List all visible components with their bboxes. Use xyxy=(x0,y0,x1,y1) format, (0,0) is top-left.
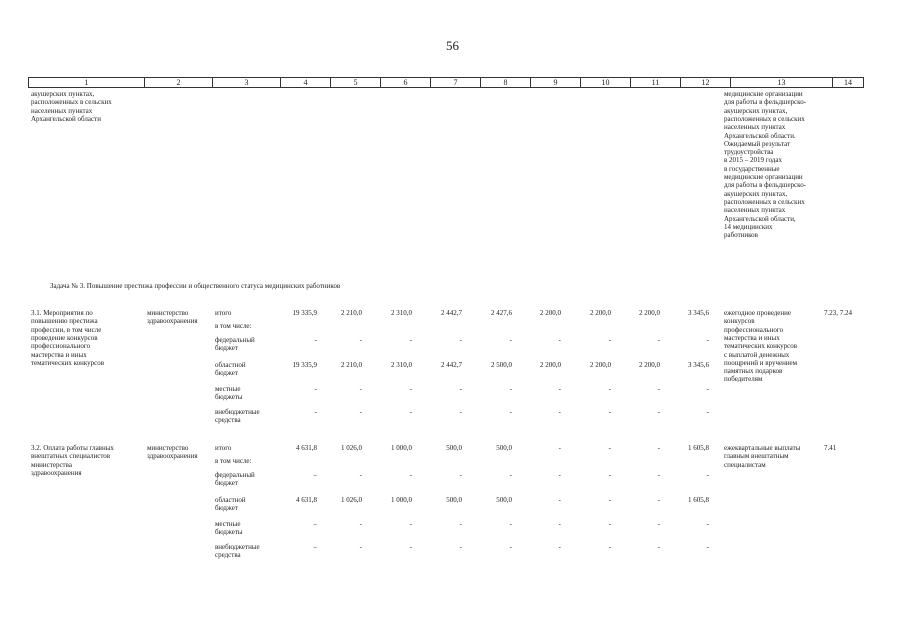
funding-value: - xyxy=(359,336,362,344)
continued-result-line: Архангельской области. xyxy=(724,131,796,140)
funding-value: - xyxy=(558,444,561,452)
funding-value: - xyxy=(706,336,709,344)
funding-value: - xyxy=(314,408,317,416)
funding-value: - xyxy=(706,471,709,479)
column-number: 10 xyxy=(581,78,631,88)
funding-value: - xyxy=(558,496,561,504)
funding-value: 2 442,7 xyxy=(441,309,462,317)
funding-value: - xyxy=(409,408,412,416)
funding-value: - xyxy=(608,520,611,528)
expected-result-line: главным внештатным xyxy=(724,452,789,461)
expected-result-line: тематических конкурсов xyxy=(724,342,798,351)
column-number: 9 xyxy=(531,78,581,88)
continued-result-line: медицинские организации xyxy=(724,173,803,181)
funding-value: - xyxy=(314,385,317,393)
continued-result-line: расположенных в сельских xyxy=(724,114,805,123)
column-number: 6 xyxy=(381,78,431,88)
activity-name-line: тематических конкурсов xyxy=(31,358,105,367)
funding-value: 1 605,8 xyxy=(688,496,709,504)
expected-result-line: мастерства и иных xyxy=(724,333,780,342)
executor-line: здравоохранения xyxy=(147,317,198,326)
funding-source-label: внебюджетные xyxy=(215,408,260,416)
continued-result-line: медицинские организации xyxy=(724,90,803,98)
continued-result-line: Ожидаемый результат xyxy=(724,139,791,148)
funding-source-label: внебюджетные xyxy=(215,543,260,551)
funding-source-label: бюджет xyxy=(215,504,238,513)
expected-result-line: конкурсов xyxy=(724,317,755,326)
funding-value: - xyxy=(657,543,660,551)
continued-result-line: работников xyxy=(724,231,758,240)
funding-source-label: местные xyxy=(215,520,241,528)
funding-value: - xyxy=(657,444,660,452)
funding-value: 3 345,6 xyxy=(688,361,709,369)
funding-value: 19 335,9 xyxy=(292,309,317,317)
funding-value: - xyxy=(359,408,362,416)
column-header-row xyxy=(28,77,864,88)
funding-value: - xyxy=(657,496,660,504)
funding-source-label: бюджет xyxy=(215,344,238,353)
expected-result-line: ежеквартальные выплаты xyxy=(724,444,801,452)
activity-name-line: профессионального xyxy=(31,342,91,351)
funding-value: 2 442,7 xyxy=(441,361,462,369)
funding-value: - xyxy=(359,385,362,393)
funding-source-label: бюджеты xyxy=(215,393,243,402)
funding-source-label: в том числе: xyxy=(215,457,252,465)
continued-result-line: в государственные xyxy=(724,164,780,173)
funding-value: - xyxy=(706,385,709,393)
funding-value: - xyxy=(509,336,512,344)
column-number: 13 xyxy=(731,78,833,88)
funding-value: - xyxy=(706,408,709,416)
funding-value: - xyxy=(409,385,412,393)
funding-value: 1 000,0 xyxy=(391,496,412,504)
funding-source-label: итого xyxy=(215,309,232,317)
funding-value: 2 310,0 xyxy=(391,309,412,317)
funding-source-label: бюджет xyxy=(215,479,238,488)
funding-value: – xyxy=(313,520,317,528)
funding-source-label: бюджеты xyxy=(215,528,243,537)
funding-value: – xyxy=(313,471,317,479)
funding-source-label: областной xyxy=(215,361,246,369)
activity-name-line: профессии, в том числе xyxy=(31,325,102,334)
funding-value: 500,0 xyxy=(446,444,462,452)
funding-source-label: федеральный xyxy=(215,336,255,344)
funding-value: - xyxy=(409,520,412,528)
funding-source-label: областной xyxy=(215,496,246,504)
executor-line: здравоохранения xyxy=(147,452,198,461)
funding-value: - xyxy=(409,471,412,479)
funding-value: - xyxy=(657,408,660,416)
activity-name-line: внештатных специалистов xyxy=(31,452,111,461)
funding-value: - xyxy=(314,336,317,344)
funding-value: - xyxy=(459,336,462,344)
indicator-numbers: 7.41 xyxy=(824,444,837,452)
funding-value: 2 200,0 xyxy=(639,361,660,369)
executor-line: министерство xyxy=(147,309,189,317)
continued-result-line: трудоустройства xyxy=(724,148,774,157)
activity-name-line: мастерства и иных xyxy=(31,350,87,359)
funding-value: - xyxy=(558,471,561,479)
funding-value: - xyxy=(509,385,512,393)
continued-result-line: расположенных в сельских xyxy=(724,197,805,206)
activity-name-line: 3.1. Мероприятия по xyxy=(31,309,93,317)
column-number: 12 xyxy=(681,78,731,88)
indicator-numbers: 7.23, 7.24 xyxy=(824,309,852,317)
page-number: 56 xyxy=(446,38,459,53)
expected-result-line: памятных подарков xyxy=(724,367,783,376)
funding-value: - xyxy=(459,543,462,551)
funding-value: 500,0 xyxy=(446,496,462,504)
funding-value: - xyxy=(558,408,561,416)
funding-value: - xyxy=(657,471,660,479)
funding-value: - xyxy=(509,408,512,416)
expected-result-line: победителям xyxy=(724,375,763,384)
continued-result-line: Архангельской области, xyxy=(724,214,796,223)
funding-value: - xyxy=(509,471,512,479)
continued-result-line: для работы в фельдшерско- xyxy=(724,181,807,190)
funding-value: 1 026,0 xyxy=(341,496,362,504)
funding-value: - xyxy=(359,520,362,528)
column-number: 11 xyxy=(631,78,681,88)
activity-name-line: проведение конкурсов xyxy=(31,333,98,342)
funding-value: 1 000,0 xyxy=(391,444,412,452)
funding-value: - xyxy=(509,520,512,528)
funding-value: - xyxy=(459,385,462,393)
funding-value: - xyxy=(657,520,660,528)
funding-value: - xyxy=(459,471,462,479)
funding-value: - xyxy=(608,444,611,452)
activity-name-line: повышению престижа xyxy=(31,317,98,326)
funding-source-label: бюджет xyxy=(215,369,238,378)
column-number: 3 xyxy=(213,78,281,88)
funding-value: - xyxy=(509,543,512,551)
funding-source-label: в том числе: xyxy=(215,322,252,330)
funding-value: - xyxy=(608,543,611,551)
funding-value: 19 335,9 xyxy=(292,361,317,369)
column-number: 8 xyxy=(481,78,531,88)
funding-value: - xyxy=(608,471,611,479)
funding-value: 2 310,0 xyxy=(391,361,412,369)
funding-value: 1 026,0 xyxy=(341,444,362,452)
continued-result-line: в 2015 – 2019 годах xyxy=(724,156,782,165)
continued-activity-name-line: Архангельской области xyxy=(31,114,101,123)
activity-name-line: здравоохранения xyxy=(31,468,82,477)
column-number: 2 xyxy=(145,78,213,88)
funding-value: 500,0 xyxy=(496,496,512,504)
column-number: 1 xyxy=(29,78,145,88)
funding-value: - xyxy=(608,336,611,344)
funding-value: 2 200,0 xyxy=(540,309,561,317)
funding-value: 500,0 xyxy=(496,444,512,452)
funding-source-label: средства xyxy=(215,416,241,425)
executor-line: министерство xyxy=(147,444,189,452)
funding-value: - xyxy=(409,543,412,551)
funding-value: 4 631,8 xyxy=(296,496,317,504)
funding-value: – xyxy=(313,543,317,551)
funding-source-label: средства xyxy=(215,551,241,560)
funding-value: - xyxy=(558,385,561,393)
funding-source-label: итого xyxy=(215,444,232,452)
continued-result-line: акушерских пунктах, xyxy=(724,106,788,115)
column-number: 5 xyxy=(331,78,381,88)
funding-value: - xyxy=(657,336,660,344)
funding-value: 2 427,6 xyxy=(491,309,512,317)
continued-result-line: населенных пунктах xyxy=(724,206,786,215)
funding-value: - xyxy=(558,520,561,528)
funding-value: - xyxy=(459,520,462,528)
continued-result-line: населенных пунктах xyxy=(724,123,786,132)
continued-result-line: акушерских пунктах, xyxy=(724,189,788,198)
column-number: 4 xyxy=(281,78,331,88)
funding-value: - xyxy=(706,543,709,551)
activity-name-line: 3.2. Оплата работы главных xyxy=(31,444,114,452)
funding-source-label: местные xyxy=(215,385,241,393)
funding-value: 2 200,0 xyxy=(590,361,611,369)
funding-value: 2 210,0 xyxy=(341,309,362,317)
funding-value: - xyxy=(706,520,709,528)
task-heading: Задача № 3. Повышение престижа профессии и общественного статуса медицинских работников xyxy=(50,282,341,290)
funding-value: 2 200,0 xyxy=(590,309,611,317)
expected-result-line: с выплатой денежных xyxy=(724,350,790,359)
expected-result-line: ежегодное проведение xyxy=(724,309,791,317)
activity-name-line: министерства xyxy=(31,460,72,469)
funding-value: - xyxy=(608,408,611,416)
continued-activity-name-line: расположенных в сельских xyxy=(31,98,112,107)
expected-result-line: поощрений и вручением xyxy=(724,358,798,367)
continued-activity-name-line: акушерских пунктах, xyxy=(31,90,95,98)
expected-result-line: специалистам xyxy=(724,460,766,469)
funding-value: - xyxy=(608,385,611,393)
funding-value: 2 500,0 xyxy=(491,361,512,369)
funding-value: - xyxy=(409,336,412,344)
funding-value: 2 200,0 xyxy=(639,309,660,317)
funding-value: 2 200,0 xyxy=(540,361,561,369)
column-number: 7 xyxy=(431,78,481,88)
continued-result-line: для работы в фельдшерско- xyxy=(724,98,807,107)
column-number: 14 xyxy=(833,78,864,88)
funding-value: 1 605,8 xyxy=(688,444,709,452)
funding-value: - xyxy=(608,496,611,504)
funding-source-label: федеральный xyxy=(215,471,255,479)
funding-value: 2 210,0 xyxy=(341,361,362,369)
funding-value: 3 345,6 xyxy=(688,309,709,317)
expected-result-line: профессионального xyxy=(724,325,784,334)
continued-activity-name-line: населенных пунктах xyxy=(31,106,93,115)
funding-value: - xyxy=(459,408,462,416)
funding-value: - xyxy=(558,543,561,551)
funding-value: 4 631,8 xyxy=(296,444,317,452)
funding-value: - xyxy=(359,543,362,551)
funding-value: - xyxy=(657,385,660,393)
continued-result-line: 14 медицинских xyxy=(724,222,773,231)
funding-value: - xyxy=(558,336,561,344)
funding-value: - xyxy=(359,471,362,479)
